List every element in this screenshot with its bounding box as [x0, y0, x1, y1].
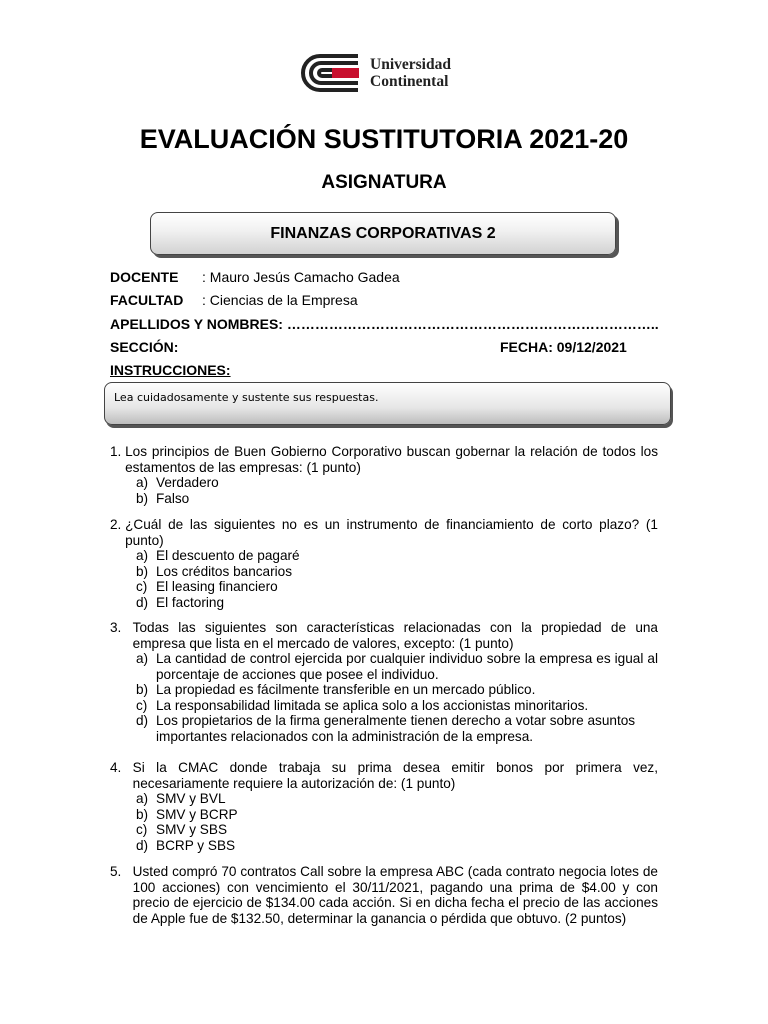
question-number: 4. — [110, 760, 133, 775]
option-letter: b) — [136, 682, 149, 697]
university-logo-icon — [300, 52, 362, 94]
question-5 — [110, 864, 658, 926]
option-item — [136, 698, 658, 714]
option-letter: b) — [136, 563, 149, 579]
option-text: El factoring — [156, 594, 225, 610]
option-item — [136, 807, 658, 823]
option-item — [136, 838, 658, 854]
logo-line-2: Continental — [370, 73, 449, 90]
option-item — [136, 682, 658, 698]
option-letter: d) — [136, 713, 149, 728]
option-text: Falso — [156, 490, 190, 506]
logo-line-1: Universidad — [370, 56, 451, 73]
option-letter: c) — [136, 822, 148, 837]
docente-row — [110, 269, 400, 285]
seccion-row — [110, 339, 178, 355]
question-number: 5. — [110, 864, 133, 879]
option-item — [136, 548, 658, 564]
university-name — [370, 56, 451, 90]
options-list — [136, 548, 658, 610]
facultad-row — [110, 292, 358, 308]
apellidos-field: APELLIDOS Y NOMBRES: …………………………………………………………………….. — [110, 316, 659, 332]
option-item — [136, 475, 658, 491]
question-text: Usted compró 70 contratos Call sobre la empresa ABC (cada contrato negocia lotes de 100 acciones) con vencimiento el 30/11/2021, pagando una prima de $4.00 y con precio de ejercicio de $134.00 cada acción. Si en dicha fecha el precio de las acciones de Apple fue de $132.50, determinar la ganancia o pérdida que obtuvo. (2 puntos) — [132, 864, 658, 926]
question-text: Los principios de Buen Gobierno Corporativo buscan gobernar la relación de todos los estamentos de las empresas: (1 punto) — [125, 444, 658, 475]
option-text: El descuento de pagaré — [156, 548, 300, 563]
option-text: Los propietarios de la firma generalmente tienen derecho a votar sobre asuntos importantes relacionados con la administración de la empresa. — [156, 713, 636, 744]
university-logo — [300, 52, 451, 94]
option-item — [136, 491, 658, 507]
question-3 — [110, 620, 658, 744]
option-item — [136, 595, 658, 611]
instrucciones-row — [110, 362, 231, 378]
option-text: La propiedad es fácilmente transferible en un mercado público. — [156, 682, 536, 697]
question-2 — [110, 517, 658, 610]
options-list — [136, 651, 658, 744]
option-text: La cantidad de control ejercida por cualquier individuo sobre la empresa es igual al porcentaje de acciones que posee el individuo. — [156, 651, 658, 682]
option-text: La responsabilidad limitada se aplica solo a los accionistas minoritarios. — [156, 697, 589, 713]
option-item — [136, 791, 658, 807]
options-list — [136, 475, 658, 506]
option-letter: d) — [136, 837, 149, 853]
option-item — [136, 713, 658, 744]
question-number: 3. — [110, 620, 133, 635]
question-text: ¿Cuál de las siguientes no es un instrumento de financiamiento de corto plazo? (1 punto) — [125, 517, 658, 548]
option-item — [136, 579, 658, 595]
question-number: 1. — [110, 444, 126, 459]
fecha-field: FECHA: 09/12/2021 — [500, 339, 627, 355]
facultad-value: : Ciencias de la Empresa — [202, 292, 358, 308]
option-text: SMV y BVL — [156, 791, 226, 806]
exam-title: EVALUACIÓN SUSTITUTORIA 2021-20 — [139, 124, 629, 154]
option-item — [136, 651, 658, 682]
option-letter: c) — [136, 697, 148, 713]
option-text: El leasing financiero — [156, 579, 278, 594]
question-text: Todas las siguientes son características relacionadas con la propiedad de una empresa que lista en el mercado de valores, excepto: (1 punto) — [132, 620, 658, 651]
option-text: Verdadero — [156, 475, 219, 490]
option-letter: a) — [136, 651, 149, 666]
instructions-text: Lea cuidadosamente y sustente sus respuestas. — [114, 391, 379, 404]
option-text: SMV y SBS — [156, 822, 228, 837]
course-name: FINANZAS CORPORATIVAS 2 — [270, 224, 496, 242]
question-4 — [110, 760, 658, 853]
option-letter: a) — [136, 791, 149, 806]
facultad-label: FACULTAD — [110, 292, 184, 308]
option-text: BCRP y SBS — [156, 837, 236, 853]
option-item — [136, 564, 658, 580]
option-item — [136, 822, 658, 838]
seccion-field: SECCIÓN: — [110, 339, 179, 355]
apellidos-row — [110, 316, 659, 332]
subject-heading: ASIGNATURA — [321, 172, 447, 193]
options-list — [136, 791, 658, 853]
option-letter: d) — [136, 594, 149, 610]
docente-label: DOCENTE — [110, 269, 179, 285]
question-1 — [110, 444, 658, 506]
option-letter: b) — [136, 490, 149, 506]
option-letter: b) — [136, 806, 149, 822]
question-text: Si la CMAC donde trabaja su prima desea emitir bonos por primera vez, necesariamente requiere la autorización de: (1 punto) — [132, 760, 658, 791]
option-text: SMV y BCRP — [156, 806, 238, 822]
question-number: 2. — [110, 517, 126, 532]
option-letter: c) — [136, 579, 148, 594]
instrucciones-label: INSTRUCCIONES: — [110, 362, 231, 378]
course-name-box — [150, 212, 616, 255]
option-letter: a) — [136, 475, 149, 490]
option-letter: a) — [136, 548, 149, 563]
option-text: Los créditos bancarios — [156, 563, 293, 579]
instructions-box — [104, 382, 671, 425]
docente-value: : Mauro Jesús Camacho Gadea — [202, 269, 400, 285]
